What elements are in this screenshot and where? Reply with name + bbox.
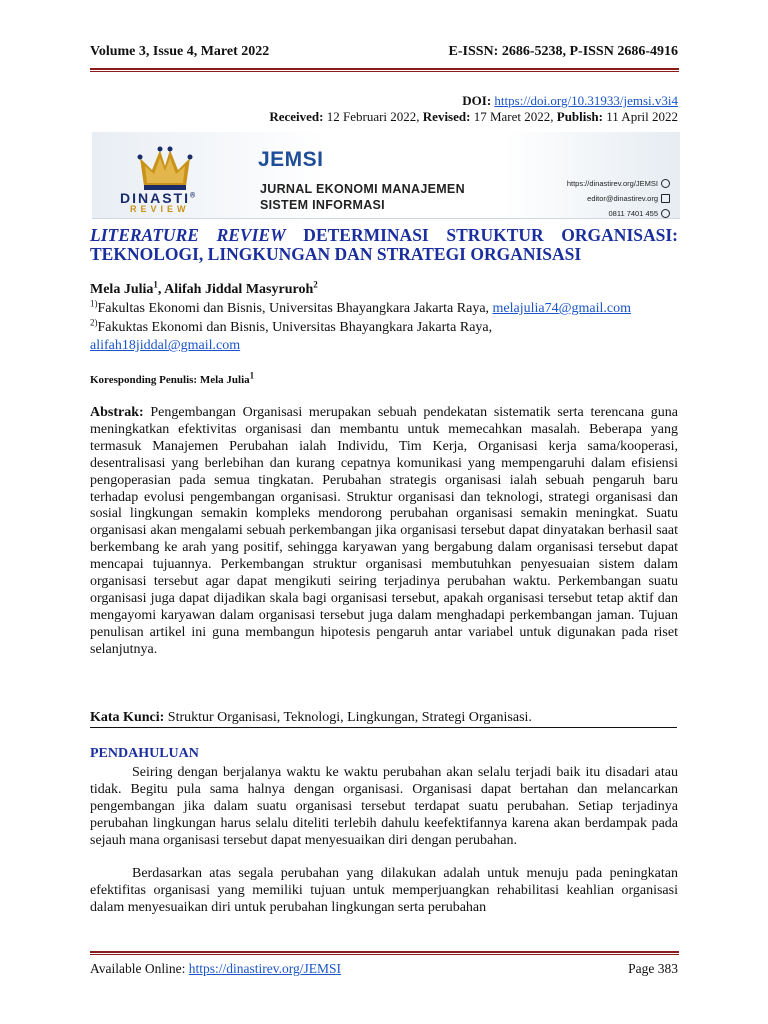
keywords-divider xyxy=(90,727,677,728)
affiliation-2-email xyxy=(90,338,678,354)
logo-subtitle: REVIEW xyxy=(130,204,190,214)
article-title xyxy=(90,226,678,264)
article-title-italic: LITERATURE REVIEW xyxy=(90,225,286,245)
author-separator: , xyxy=(157,282,165,297)
header-rule xyxy=(90,68,679,70)
footer-availability: Available Online: https://dinastirev.org/JEMSI xyxy=(90,961,341,976)
received-label: Received: xyxy=(269,109,324,124)
author-name: Alifah Jiddal Masyruroh xyxy=(164,282,314,297)
section-heading: PENDAHULUAN xyxy=(90,746,199,761)
affiliation-1: $^{1)}$Fakultas Ekonomi dan Bisnis, Universitas Bhayangkara Jakarta Raya, melajulia74@gmail.com xyxy=(90,298,631,316)
banner-phone: 0811 7401 455 xyxy=(609,209,671,218)
globe-icon xyxy=(661,179,670,188)
author-superscript: 2 xyxy=(313,279,318,290)
corresponding-author: Koresponding Penulis: Mela Julia$^1$ xyxy=(90,370,255,386)
footer-link[interactable]: https://dinastirev.org/JEMSI xyxy=(188,961,341,976)
banner-email: editor@dinastirev.org xyxy=(587,194,670,203)
dates-line xyxy=(269,109,678,125)
mail-icon xyxy=(661,194,670,203)
body-paragraph: Berdasarkan atas segala perubahan yang dilakukan adalah untuk menuju pada peningkatan efektifitas organisasi yang memiliki tujuan untuk memperjuangkan rehabilitasi keahlian organisasi dalam menyesuaikan diri untuk perubahan lingkungan serta perubahan xyxy=(90,866,678,915)
publish-label: Publish: xyxy=(556,109,603,124)
author-name: Mela Julia xyxy=(90,282,154,297)
received-date: 12 Februari 2022, xyxy=(326,109,420,124)
footer-rule-thin xyxy=(90,954,679,955)
email-link-1[interactable]: melajulia74@gmail.com xyxy=(492,301,631,316)
journal-name-line1: JURNAL EKONOMI MANAJEMEN xyxy=(260,182,465,196)
header-rule-thin xyxy=(90,71,679,72)
journal-short-title: JEMSI xyxy=(258,148,324,171)
abstract xyxy=(90,405,678,659)
journal-banner xyxy=(92,132,680,219)
doi-label: DOI: xyxy=(462,93,492,108)
email-link-2[interactable]: alifah18jiddal@gmail.com xyxy=(90,338,241,353)
publish-date: 11 April 2022 xyxy=(606,109,678,124)
author-list xyxy=(90,279,318,298)
author-superscript: 1 xyxy=(153,279,158,290)
revised-date: 17 Maret 2022, xyxy=(473,109,554,124)
keywords-label: Kata Kunci: xyxy=(90,710,165,725)
running-header xyxy=(90,44,678,62)
issn: E-ISSN: 2686-5238, P-ISSN 2686-4916 xyxy=(448,44,678,59)
phone-icon xyxy=(661,209,670,218)
journal-name-line2: SISTEM INFORMASI xyxy=(260,198,385,212)
footer-rule xyxy=(90,951,679,953)
abstract-label: Abstrak: xyxy=(90,405,144,420)
banner-web: https://dinastirev.org/JEMSI xyxy=(567,179,670,188)
volume-issue: Volume 3, Issue 4, Maret 2022 xyxy=(90,44,270,59)
page-number: Page 383 xyxy=(628,961,678,976)
body-paragraph: Seiring dengan berjalanya waktu ke waktu perubahan akan selalu terjadi baik itu disadari atau tidak. Begitu pula sama halnya dengan organisasi. Organisasi dapat bertahan dan melancarkan pengembangan jika dalam suatu organisasi tersebut terdapat suatu perubahan. Setiap terjadinya perubahan lingkungan harus selalu diteliti terlebih dahulu keefektifannya karena akan berdampak pada sejauh mana organisasi tersebut dapat menyesuaikan diri dengan perubahan. xyxy=(90,765,678,848)
affiliation-2: $^{2)}$Fakuktas Ekonomi dan Bisnis, Universitas Bhayangkara Jakarta Raya, xyxy=(90,317,493,335)
keywords xyxy=(90,710,678,726)
article-title-rest: DETERMINASI STRUKTUR ORGANISASI: TEKNOLOGI, LINGKUNGAN DAN STRATEGI ORGANISASI xyxy=(90,225,678,264)
revised-label: Revised: xyxy=(422,109,471,124)
doi-link[interactable]: https://doi.org/10.31933/jemsi.v3i4 xyxy=(494,93,678,108)
abstract-text: Pengembangan Organisasi merupakan sebuah pendekatan sistematik serta terencana guna meningkatkan efektivitas organisasi dan membantu untuk memecahkan masalah. Beberapa yang termasuk Manajemen Perubahan ialah Individu, Tim Kerja, Organisasi kerja sama/kooperasi, desentralisasi yang berlebihan dan kurang cepatnya komunikasi yang mempengaruhi dalam efisiensi pengoperasian pada semua tingkatan. Perubahan strategis organisasi ialah sebuah pengaruh baru terhadap evolusi pengembangan organisasi. Struktur organisasi dan teknologi, strategi organisasi dan sosial lingkungan semakin kompleks mendorong perubahan organisasi semakin meningkat. Suatu organisasi akan mengalami sebuah perkembangan jika organisasi tersebut dapat dinyatakan berhasil saat berkembang ke arah yang positif, sehingga karyawan yang bergabung dalam organisasi tersebut dapat mencapai tujuannya. Perkembangan struktur organisasi membutuhkan penyesuaian sistem dalam organisasi tersebut agar dapat mengikuti seiring terjadinya perubahan waktu. Perkembangan suatu organisasi juga dapat dijadikan skala bagi organisasi tersebut, apakah organisasi tersebut tetap aktif dan mengayomi karyawan dalam organisasi tersebut juga dalam menghadapi perkembangan jaman. Tujuan penulisan artikel ini guna membangun hipotesis pengaruh antar variabel untuk digunakan pada riset selanjutnya. xyxy=(90,405,678,657)
keywords-text: Struktur Organisasi, Teknologi, Lingkungan, Strategi Organisasi. xyxy=(164,710,532,725)
logo-wordmark: DINASTI® xyxy=(120,190,196,206)
doi-line xyxy=(462,93,678,109)
